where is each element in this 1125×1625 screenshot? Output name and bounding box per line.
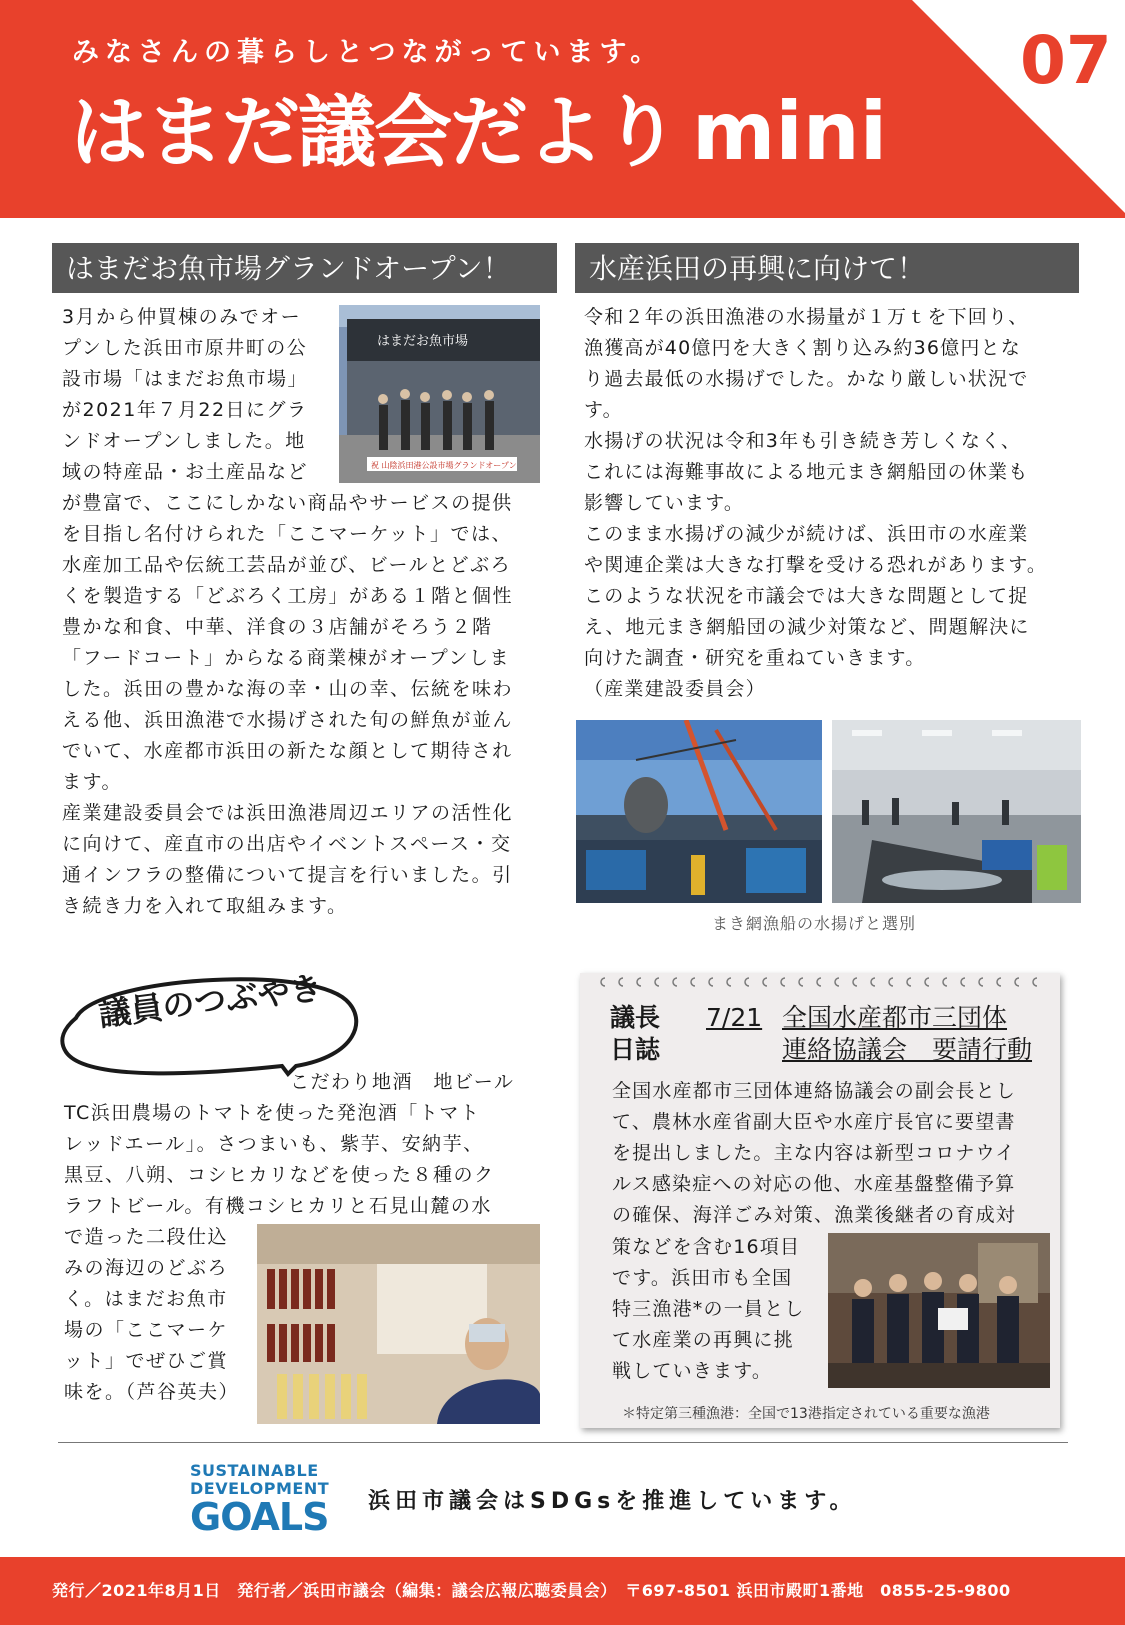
text-line: みの海辺のどぶろ [64,1257,229,1279]
text-line: 特三漁港*の一員とし [612,1298,805,1320]
text-line: が豊富で、ここにしかない商品やサービスの提供 [62,492,513,514]
text-line: て、農林水産省副大臣や水産庁長官に要望書 [612,1111,1016,1133]
right-article-text [584,302,1047,705]
text-line: 「フードコート」からなる商業棟がオープンしま [62,647,510,669]
text-line: です。浜田市も全国 [612,1267,793,1289]
text-line: 影響しています。 [584,492,745,514]
text-line: を提出しました。主な内容は新型コロナウイ [612,1142,1016,1164]
photo-caption: まき網漁船の水揚げと選別 [712,914,917,933]
text-line: く。はまだお魚市 [64,1288,228,1310]
fishing-boat-unloading-photo [576,720,822,903]
title-suffix: mini [692,85,888,178]
speech-bubble-label: 議員のつぶやき [96,968,324,1034]
text-line: （産業建設委員会） [584,678,766,700]
text-line: え、地元まき網船団の減少対策など、問題解決に [584,616,1030,638]
text-line: 産業建設委員会では浜田漁港周辺エリアの活性化 [62,802,514,824]
text-line: 場の「ここマーケ [64,1319,229,1341]
fish-sorting-photo [832,720,1081,903]
text-line: 水産加工品や伝統工芸品が並び、ビールとどぶろ [62,554,512,576]
text-line: が2021年７月22日にグラ [62,399,308,421]
diary-wrapped-text [612,1232,805,1387]
text-line: に向けて、産直市の出店やイベントスペース・交 [62,833,512,855]
sdgs-statement: 浜田市議会はSDGsを推進しています。 [368,1489,857,1514]
diary-title [782,1002,1032,1066]
tsubuyaki-subtitle: こだわり地酒 地ビール [290,1071,515,1093]
text-line: の確保、海洋ごみ対策、漁業後継者の育成対 [612,1204,1017,1226]
sdgs-logo-word: SUSTAINABLE [190,1461,319,1480]
text-line: ンドオープンしました。地 [62,430,306,452]
text-line: 豊かな和食、中華、洋食の３店舗がそろう２階 [62,616,493,638]
petition-handover-photo [828,1233,1050,1388]
header-tagline: みなさんの暮らしとつながっています。 [72,37,664,68]
craft-beer-shop-photo [257,1224,540,1424]
notepad-binding-rings [600,974,1050,988]
text-line: を目指し名付けられた「ここマーケット」では、 [62,523,513,545]
footer-divider [58,1442,1068,1443]
diary-footnote: ＊特定第三種漁港：全国で13港指定されている重要な漁港 [622,1406,990,1422]
text-line: える他、浜田漁港で水揚げされた旬の鮮魚が並ん [62,709,514,731]
diary-label [610,1002,660,1066]
photo-sign-text: はまだお魚市場 [377,334,469,349]
text-line: 令和２年の浜田漁港の水揚量が１万ｔを下回り、 [584,306,1029,328]
text-line: くを製造する「どぶろく工房」がある１階と個性 [62,585,514,607]
title-main: はまだ議会だより [70,88,679,178]
text-line: プンした浜田市原井町の公 [62,337,308,359]
issue-number: 07 [1020,22,1112,99]
text-line: で造った二段仕込 [64,1226,229,1248]
text-line: ラフトビール。有機コシヒカリと石見山麓の水 [64,1195,492,1217]
text-line: や関連企業は大きな打撃を受ける恐れがあります。 [584,554,1048,576]
text-line: 全国水産都市三団体連絡協議会の副会長とし [612,1080,1017,1102]
text-line: 水揚げの状況は令和3年も引き続き芳しくなく、 [584,430,1022,452]
text-line: このような状況を市議会では大きな問題として捉 [584,585,1029,607]
text-line: 味を。（芦谷英夫） [64,1381,240,1403]
left-article-heading: はまだお魚市場グランドオープン！ [52,243,557,293]
tsubuyaki-wrapped-text [64,1222,239,1408]
photo-banner-text: 祝 山陰浜田港公設市場グランドオープン [371,461,517,470]
text-line: ット」でぜひご賞 [64,1350,229,1372]
text-line: TC浜田農場のトマトを使った発泡酒「トマト [64,1102,481,1124]
text-line: でいて、水産都市浜田の新たな顔として期待され [62,740,513,762]
text-line: て水産業の再興に挑 [612,1329,794,1351]
text-line: 設市場「はまだお魚市場」 [62,368,309,390]
sdgs-logo-word: DEVELOPMENT [190,1479,330,1498]
text-line: このまま水揚げの減少が続けば、浜田市の水産業 [584,523,1029,545]
text-line: り過去最低の水揚げでした。かなり厳しい状況で [584,368,1029,390]
text-line: 黒豆、八朔、コシヒカリなどを使った８種のク [64,1164,495,1186]
text-line: 3月から仲買棟のみでオー [62,306,302,328]
diary-label-line: 議長 [610,1003,661,1032]
diary-date: 7/21 [706,1003,763,1032]
text-line: 向けた調査・研究を重ねていきます。 [584,647,926,669]
text-line: した。浜田の豊かな海の幸・山の幸、伝統を味わ [62,678,514,700]
text-line: 策などを含む16項目 [612,1236,801,1258]
diary-title-line: 連絡協議会 要請行動 [782,1035,1033,1064]
diary-full-text [612,1076,1016,1231]
left-article-wrapped-text [62,302,308,488]
text-line: これには海難事故による地元まき網船団の休業も [584,461,1029,483]
text-line: 戦していきます。 [612,1360,773,1382]
diary-title-line: 全国水産都市三団体 [782,1003,1008,1032]
sdgs-logo [190,1461,330,1539]
tsubuyaki-full-text [64,1098,495,1222]
text-line: き続き力を入れて取組みます。 [62,895,348,917]
sdgs-logo-goals: GOALS [190,1495,329,1539]
text-line: ます。 [62,771,122,793]
fish-market-opening-photo [339,305,540,483]
page-title [70,84,887,181]
text-line: 通インフラの整備について提言を行いました。引 [62,864,513,886]
text-line: す。 [584,399,623,421]
publisher-info: 発行／2021年8月1日 発行者／浜田市議会（編集：議会広報広聴委員会） 〒697-8501 浜田市殿町1番地 0855-25-9800 [52,1581,1011,1600]
diary-label-line: 日誌 [610,1035,661,1064]
text-line: 漁獲高が40億円を大きく割り込み約36億円とな [584,337,1021,359]
text-line: 域の特産品・お土産品など [62,461,309,483]
text-line: ルス感染症への対応の他、水産基盤整備予算 [612,1173,1016,1195]
text-line: レッドエール」。さつまいも、紫芋、安納芋、 [64,1133,484,1155]
left-article-full-text [62,488,513,922]
right-article-heading: 水産浜田の再興に向けて！ [575,243,1079,293]
